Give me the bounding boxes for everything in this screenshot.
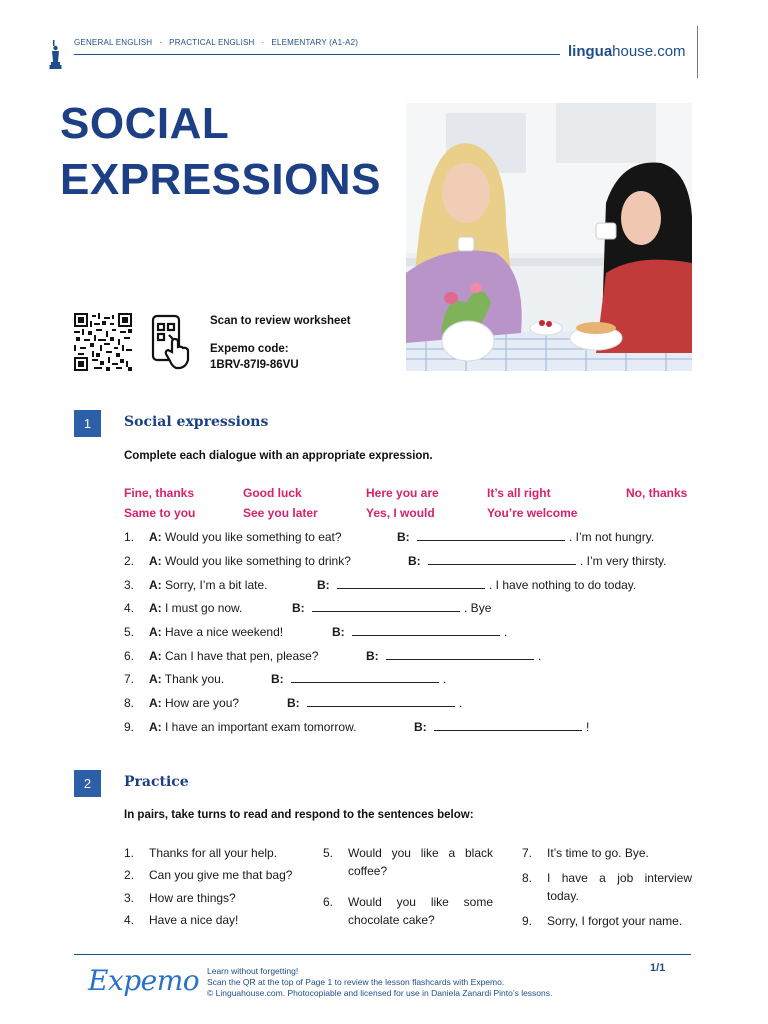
- practice-item: 7. It’s time to go. Bye.: [522, 846, 649, 860]
- logo-rest: house.com: [612, 43, 686, 60]
- breadcrumb: [74, 38, 358, 47]
- dialogue-b: B: . I’m very thirsty.: [408, 554, 667, 568]
- section-2-instruction: In pairs, take turns to read and respond to the sentences below:: [124, 809, 474, 821]
- dialogue-a: A: I have an important exam tomorrow.: [149, 720, 357, 734]
- hero-photo: [406, 103, 692, 371]
- word-option: It’s all right: [487, 486, 551, 500]
- answer-blank[interactable]: [434, 719, 582, 731]
- header-divider: [74, 54, 560, 55]
- footer-line-3: © Linguahouse.com. Photocopiable and licensed for use in Daniela Zanardi Pinto’s lessons.: [207, 988, 553, 998]
- answer-blank[interactable]: [307, 695, 455, 707]
- dialogue-number: 4.: [124, 601, 135, 615]
- dialogue-b: B: .: [366, 649, 542, 663]
- section-1-title: Social expressions: [124, 414, 269, 430]
- title-line-2: EXPRESSIONS: [60, 155, 381, 204]
- dialogue-b: B: !: [414, 720, 590, 734]
- word-option: Here you are: [366, 486, 439, 500]
- dialogue-b: B: .: [287, 696, 463, 710]
- dialogue-a: A: Would you like something to drink?: [149, 554, 351, 568]
- answer-blank[interactable]: [428, 553, 576, 565]
- word-option: No, thanks: [626, 486, 688, 500]
- linguahouse-logo[interactable]: [568, 43, 686, 60]
- breadcrumb-separator: ·: [261, 38, 265, 47]
- answer-blank[interactable]: [417, 529, 565, 541]
- dialogue-b: B: . I’m not hungry.: [397, 530, 655, 544]
- dialogue-a: A: Would you like something to eat?: [149, 530, 342, 544]
- scan-info: [210, 313, 351, 373]
- qr-code-icon[interactable]: [73, 313, 133, 371]
- dialogue-number: 1.: [124, 530, 135, 544]
- practice-item: 5. Would you like a black coffee?: [323, 846, 493, 878]
- breadcrumb-item[interactable]: GENERAL ENGLISH: [74, 38, 153, 47]
- phone-scan-icon: [150, 314, 192, 370]
- word-option: You’re welcome: [487, 506, 578, 520]
- section-1-number: 1: [74, 410, 101, 437]
- answer-blank[interactable]: [312, 600, 460, 612]
- dialogue-number: 6.: [124, 649, 135, 663]
- footer-text: [207, 966, 552, 999]
- practice-item: 8. I have a job interview today.: [522, 871, 692, 903]
- dialogue-b: B: .: [332, 625, 508, 639]
- dialogue-a: A: Can I have that pen, please?: [149, 649, 319, 663]
- logo-divider: [697, 26, 698, 78]
- dialogue-number: 3.: [124, 578, 135, 592]
- practice-item: 6. Would you like some chocolate cake?: [323, 895, 493, 927]
- statue-of-liberty-icon: [48, 38, 62, 70]
- practice-item: 1. Thanks for all your help.: [124, 846, 278, 860]
- practice-item: 2. Can you give me that bag?: [124, 868, 293, 882]
- breadcrumb-separator: ·: [159, 38, 163, 47]
- answer-blank[interactable]: [337, 577, 485, 589]
- footer-line-1: Learn without forgetting!: [207, 966, 299, 976]
- section-2-number: 2: [74, 770, 101, 797]
- dialogue-b: B: . Bye: [292, 601, 492, 615]
- dialogue-b: B: . I have nothing to do today.: [317, 578, 637, 592]
- dialogue-b: B: .: [271, 672, 447, 686]
- page-number: 1/1: [650, 962, 666, 974]
- dialogue-number: 9.: [124, 720, 135, 734]
- expemo-logo[interactable]: Expemo: [88, 964, 200, 997]
- practice-item: 3. How are things?: [124, 891, 236, 905]
- dialogue-number: 8.: [124, 696, 135, 710]
- dialogue-a: A: Thank you.: [149, 672, 225, 686]
- word-option: See you later: [243, 506, 318, 520]
- dialogue-a: A: Sorry, I’m a bit late.: [149, 578, 268, 592]
- expemo-code: 1BRV-87I9-86VU: [210, 359, 299, 371]
- footer-divider: [74, 954, 691, 955]
- title-line-1: SOCIAL: [60, 99, 230, 148]
- word-option: Same to you: [124, 506, 196, 520]
- breadcrumb-item[interactable]: ELEMENTARY (A1-A2): [271, 38, 359, 47]
- answer-blank[interactable]: [352, 624, 500, 636]
- answer-blank[interactable]: [291, 671, 439, 683]
- word-option: Yes, I would: [366, 506, 435, 520]
- scan-label: Scan to review worksheet: [210, 315, 351, 327]
- footer-line-2: Scan the QR at the top of Page 1 to review the lesson flashcards with Expemo.: [207, 977, 505, 987]
- breadcrumb-item[interactable]: PRACTICAL ENGLISH: [169, 38, 255, 47]
- logo-bold: lingua: [568, 43, 613, 60]
- page-title: [60, 96, 381, 208]
- answer-blank[interactable]: [386, 648, 534, 660]
- practice-item: 9. Sorry, I forgot your name.: [522, 914, 683, 928]
- dialogue-a: A: Have a nice weekend!: [149, 625, 284, 639]
- dialogue-number: 2.: [124, 554, 135, 568]
- dialogue-number: 5.: [124, 625, 135, 639]
- dialogue-a: A: I must go now.: [149, 601, 243, 615]
- practice-item: 4. Have a nice day!: [124, 913, 239, 927]
- section-1-instruction: Complete each dialogue with an appropriate expression.: [124, 450, 433, 462]
- section-2-title: Practice: [124, 774, 189, 790]
- word-option: Fine, thanks: [124, 486, 195, 500]
- expemo-code-label: Expemo code:: [210, 343, 289, 355]
- dialogue-number: 7.: [124, 672, 135, 686]
- dialogue-a: A: How are you?: [149, 696, 240, 710]
- word-option: Good luck: [243, 486, 302, 500]
